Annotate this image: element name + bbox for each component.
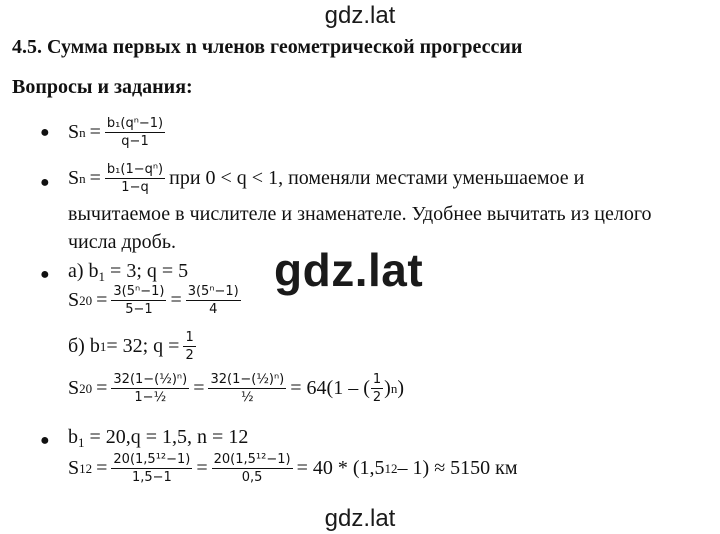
fraction-numerator: b₁(1−qⁿ) <box>106 162 164 177</box>
fraction <box>105 162 165 195</box>
fraction-numerator: 20(1,5¹²−1) <box>213 452 291 467</box>
fraction-denominator: 5−1 <box>125 302 153 317</box>
result-exponent: 12 <box>384 460 398 476</box>
fraction-denominator: 2 <box>185 348 194 363</box>
fraction-numerator: b₁(qⁿ−1) <box>106 116 164 131</box>
fraction <box>105 116 165 149</box>
sum-symbol: S <box>68 457 80 479</box>
section-title: 4.5. Сумма первых n членов геометрической прогрессии <box>12 36 523 58</box>
result-text: = 64(1 – ( <box>290 377 370 399</box>
formula-sum-1 <box>68 116 169 149</box>
equals-sign: = <box>89 121 101 143</box>
bullet-3: ● <box>40 266 50 283</box>
fraction-denominator: ½ <box>241 390 254 405</box>
formula-s12 <box>68 452 518 485</box>
formula-sum-2 <box>68 162 584 195</box>
watermark-top: gdz.lat <box>324 2 396 29</box>
given-subscript: 1 <box>78 435 85 450</box>
sum-subscript: 20 <box>79 292 93 308</box>
fraction <box>111 284 166 317</box>
fraction <box>208 372 286 405</box>
explanation-line-3: числа дробь. <box>68 231 176 253</box>
bullet-4: ● <box>40 432 50 449</box>
fraction-numerator: 20(1,5¹²−1) <box>113 452 191 467</box>
fraction-denominator: q−1 <box>121 134 149 149</box>
watermark-center: gdz.lat <box>274 244 424 296</box>
fraction <box>371 372 383 405</box>
equals-sign: = <box>96 289 108 311</box>
bullet-2: ● <box>40 174 50 191</box>
sum-symbol: S <box>68 121 80 143</box>
sum-symbol: S <box>68 377 80 399</box>
fraction-denominator: 0,5 <box>241 470 263 485</box>
sum-subscript: n <box>79 170 86 186</box>
fraction-numerator: 32(1−(½)ⁿ) <box>210 372 285 387</box>
result-exponent: n <box>390 380 398 396</box>
sum-symbol: S <box>68 167 80 189</box>
given-values <box>68 426 248 451</box>
given-b: b <box>68 426 78 448</box>
explanation-line-2: вычитаемое в числителе и знаменателе. Удобнее вычитать из целого <box>68 203 652 225</box>
part-a-given <box>68 260 188 285</box>
fraction <box>111 372 189 405</box>
result-paren: ) <box>384 377 391 399</box>
result-paren: ) <box>397 377 404 399</box>
equals-sign: = <box>193 377 205 399</box>
fraction-numerator: 1 <box>372 372 382 387</box>
fraction-denominator: 1−½ <box>134 390 167 405</box>
fraction-denominator: 2 <box>372 390 382 405</box>
sum-subscript: 20 <box>79 380 93 396</box>
fraction <box>111 452 192 485</box>
part-a-subscript: 1 <box>98 269 106 284</box>
fraction-denominator: 1,5−1 <box>131 470 172 485</box>
result-text: = 40 * (1,5 <box>296 457 385 479</box>
sum-subscript: n <box>79 124 86 140</box>
equals-sign: = <box>196 457 208 479</box>
result-text: – 1) ≈ 5150 км <box>397 457 518 479</box>
given-rest: = 20,q = 1,5, n = 12 <box>84 426 249 448</box>
watermark-bottom: gdz.lat <box>324 505 396 532</box>
bullet-1: ● <box>40 124 50 141</box>
explanation-line-1: при 0 < q < 1, поменяли местами уменьшаемое и <box>169 167 585 189</box>
part-b-subscript: 1 <box>99 338 107 354</box>
equals-sign: = <box>96 377 108 399</box>
fraction <box>183 330 195 363</box>
fraction-denominator: 1−q <box>121 180 149 195</box>
fraction-denominator: 4 <box>209 302 218 317</box>
fraction <box>212 452 293 485</box>
fraction-numerator: 3(5ⁿ−1) <box>113 284 165 299</box>
part-b-values: = 32; q = <box>106 335 180 357</box>
part-a-label: а) b <box>68 260 99 282</box>
part-b-given <box>68 330 200 363</box>
sum-subscript: 12 <box>79 460 93 476</box>
fraction-numerator: 32(1−(½)ⁿ) <box>113 372 188 387</box>
equals-sign: = <box>96 457 108 479</box>
formula-s20-a <box>68 284 245 317</box>
section-subtitle: Вопросы и задания: <box>12 76 193 98</box>
part-a-values: = 3; q = 5 <box>105 260 189 282</box>
fraction-numerator: 1 <box>185 330 194 345</box>
part-b-label: б) b <box>68 335 100 357</box>
fraction <box>186 284 241 317</box>
formula-s20-b <box>68 372 404 405</box>
fraction-numerator: 3(5ⁿ−1) <box>187 284 239 299</box>
equals-sign: = <box>170 289 182 311</box>
sum-symbol: S <box>68 289 80 311</box>
equals-sign: = <box>89 167 101 189</box>
